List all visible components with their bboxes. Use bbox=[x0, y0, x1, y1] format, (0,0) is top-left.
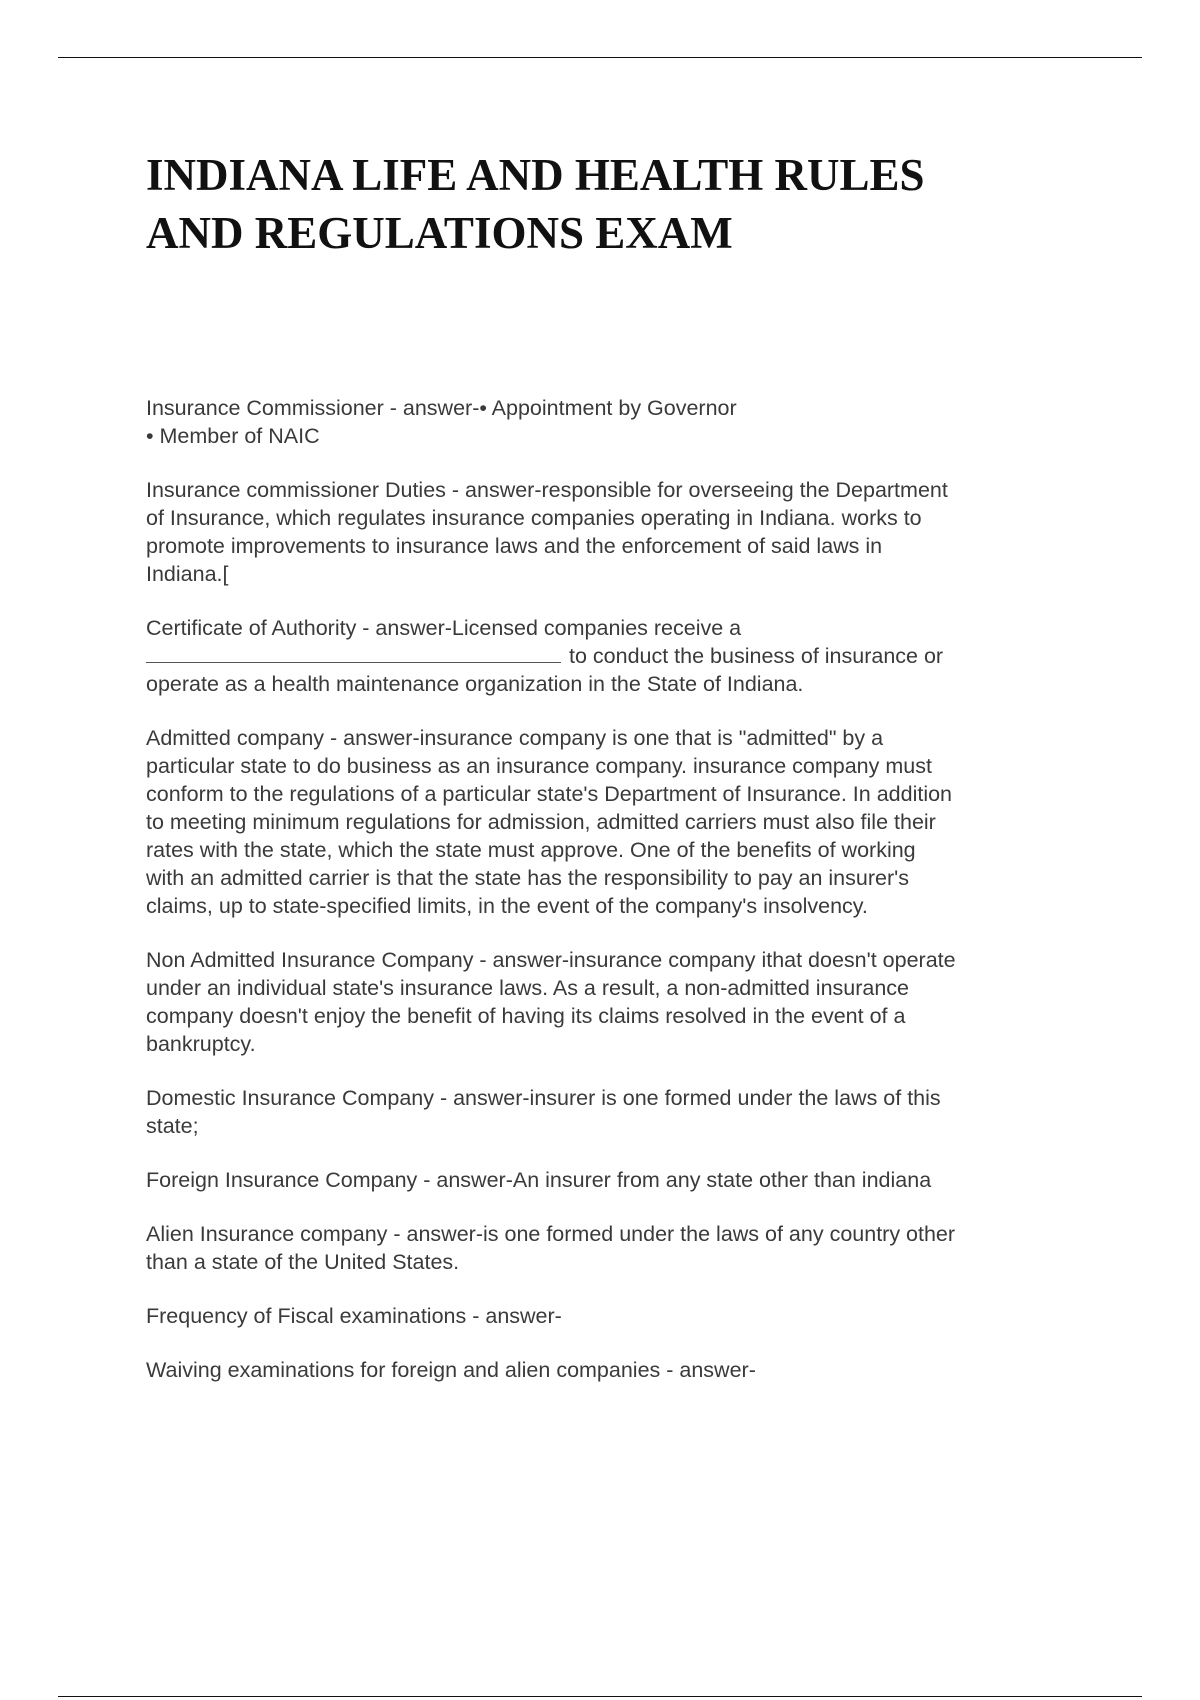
qa-entry-admitted-company bbox=[146, 724, 1086, 920]
entry-line: claims, up to state-specified limits, in the event of the company's insolvency. bbox=[146, 894, 868, 918]
entry-line: Insurance Commissioner - answer-• Appointment by Governor bbox=[146, 396, 737, 420]
entry-line: promote improvements to insurance laws and the enforcement of said laws in bbox=[146, 534, 883, 558]
entry-line: Waiving examinations for foreign and alien companies - answer- bbox=[146, 1358, 756, 1382]
bottom-divider bbox=[58, 1696, 1142, 1697]
qa-entry-foreign-company bbox=[146, 1166, 1086, 1194]
page-title bbox=[146, 146, 1106, 262]
entry-line: operate as a health maintenance organization in the State of Indiana. bbox=[146, 672, 804, 696]
entry-line: Foreign Insurance Company - answer-An insurer from any state other than indiana bbox=[146, 1168, 932, 1192]
entry-line: • Member of NAIC bbox=[146, 424, 320, 448]
qa-entry-fiscal-examinations bbox=[146, 1302, 1086, 1330]
entry-line-with-blank bbox=[151, 642, 1086, 670]
qa-entry-commissioner-duties bbox=[146, 476, 1086, 588]
entry-line: of Insurance, which regulates insurance companies operating in Indiana. works to bbox=[146, 506, 922, 530]
fill-in-blank bbox=[146, 644, 561, 663]
entry-line: under an individual state's insurance laws. As a result, a non-admitted insurance bbox=[146, 976, 910, 1000]
entry-line: company doesn't enjoy the benefit of having its claims resolved in the event of a bbox=[146, 1004, 906, 1028]
entry-line: rates with the state, which the state must approve. One of the benefits of working bbox=[146, 838, 916, 862]
entry-line: Insurance commissioner Duties - answer-responsible for overseeing the Department bbox=[146, 478, 948, 502]
qa-entry-certificate-of-authority bbox=[146, 614, 1086, 698]
entry-line: Indiana.[ bbox=[146, 562, 229, 586]
entry-line: than a state of the United States. bbox=[146, 1250, 460, 1274]
entry-line: Frequency of Fiscal examinations - answer- bbox=[146, 1304, 562, 1328]
entry-line: to meeting minimum regulations for admission, admitted carriers must also file their bbox=[146, 810, 936, 834]
qa-entry-domestic-company bbox=[146, 1084, 1086, 1140]
qa-entry-alien-company bbox=[146, 1220, 1086, 1276]
qa-list bbox=[146, 394, 1086, 1410]
entry-line: bankruptcy. bbox=[146, 1032, 256, 1056]
top-divider bbox=[58, 57, 1142, 58]
title-line-1: INDIANA LIFE AND HEALTH RULES bbox=[146, 150, 925, 200]
qa-entry-insurance-commissioner bbox=[146, 394, 1086, 450]
entry-line: Certificate of Authority - answer-Licensed companies receive a bbox=[146, 616, 742, 640]
entry-line: conform to the regulations of a particular state's Department of Insurance. In addition bbox=[146, 782, 953, 806]
title-line-2: AND REGULATIONS EXAM bbox=[146, 208, 733, 258]
qa-entry-waiving-examinations bbox=[146, 1356, 1086, 1384]
entry-line: Alien Insurance company - answer-is one formed under the laws of any country other bbox=[146, 1222, 956, 1246]
entry-line-text: to conduct the business of insurance or bbox=[569, 644, 944, 668]
qa-entry-non-admitted-company bbox=[146, 946, 1086, 1058]
entry-line: particular state to do business as an insurance company. insurance company must bbox=[146, 754, 932, 778]
entry-line: Admitted company - answer-insurance company is one that is "admitted" by a bbox=[146, 726, 884, 750]
entry-line: Domestic Insurance Company - answer-insurer is one formed under the laws of this bbox=[146, 1086, 941, 1110]
entry-line: Non Admitted Insurance Company - answer-insurance company ithat doesn't operate bbox=[146, 948, 956, 972]
entry-line: with an admitted carrier is that the state has the responsibility to pay an insurer's bbox=[146, 866, 909, 890]
entry-line: state; bbox=[146, 1114, 199, 1138]
